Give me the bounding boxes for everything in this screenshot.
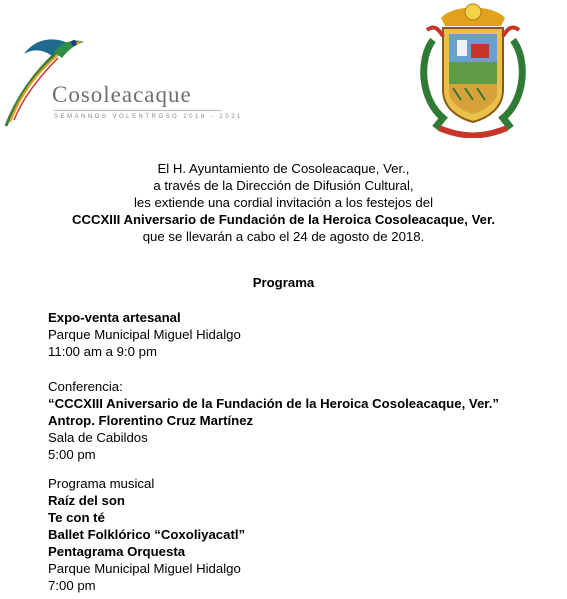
event-time: 5:00 pm bbox=[48, 447, 96, 462]
performer: Pentagrama Orquesta bbox=[48, 544, 186, 559]
program-event bbox=[48, 475, 245, 594]
program-title: Programa bbox=[252, 275, 315, 290]
performer: Raíz del son bbox=[48, 493, 125, 508]
coat-of-arms bbox=[413, 0, 533, 138]
event-title: “CCCXIII Aniversario de la Fundación de la Heroica Cosoleacaque, Ver.” bbox=[48, 396, 499, 411]
event-name: CCCXIII Aniversario de Fundación de la Heroica Cosoleacaque, Ver. bbox=[71, 212, 496, 227]
intro-line: a través de la Dirección de Difusión Cultural, bbox=[153, 178, 414, 193]
event-venue: Sala de Cabildos bbox=[48, 430, 148, 445]
event-speaker: Antrop. Florentino Cruz Martínez bbox=[48, 413, 254, 428]
performer: Ballet Folklórico “Coxoliyacatl” bbox=[48, 527, 246, 542]
intro-line: les extiende una cordial invitación a los festejos del bbox=[133, 195, 434, 210]
brand-name: Cosoleacaque bbox=[52, 82, 192, 107]
event-title: Expo-venta artesanal bbox=[48, 310, 181, 325]
event-type: Conferencia: bbox=[48, 379, 123, 394]
event-time: 11:00 am a 9:0 pm bbox=[48, 344, 157, 359]
performer: Te con té bbox=[48, 510, 105, 525]
event-type: Programa musical bbox=[48, 476, 155, 491]
program-event bbox=[48, 309, 241, 360]
cosoleacaque-logo bbox=[2, 30, 243, 130]
divider bbox=[54, 110, 222, 111]
coat-of-arms-icon bbox=[413, 0, 533, 138]
invitation-text bbox=[0, 160, 567, 245]
event-venue: Parque Municipal Miguel Hidalgo bbox=[48, 561, 241, 576]
intro-line: El H. Ayuntamiento de Cosoleacaque, Ver., bbox=[157, 161, 410, 176]
program-event bbox=[48, 378, 499, 463]
intro-line: que se llevarán a cabo el 24 de agosto de 2018. bbox=[142, 229, 425, 244]
brand-tagline: SEMANNOS VOLENTROSO 2018 - 2021 bbox=[54, 114, 243, 120]
event-venue: Parque Municipal Miguel Hidalgo bbox=[48, 327, 241, 342]
event-time: 7:00 pm bbox=[48, 578, 96, 593]
